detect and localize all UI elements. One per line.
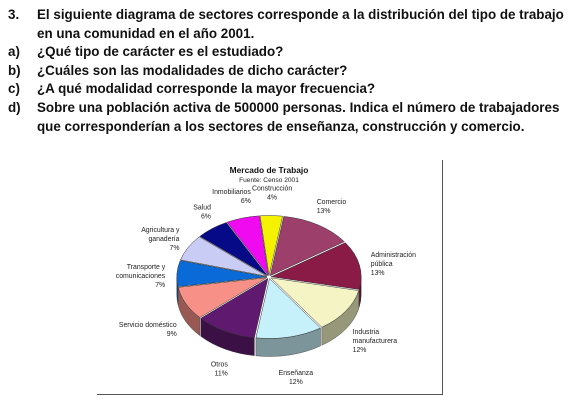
pie-slices — [177, 215, 361, 338]
question-marker: c) — [8, 81, 20, 97]
exercise-number: 3. — [8, 7, 20, 22]
chart-title: Mercado de Trabajo — [229, 165, 309, 175]
pie-slice-label: Industria manufacturera 12% — [352, 328, 398, 354]
pie-chart — [97, 160, 442, 394]
question-marker: b) — [8, 62, 21, 78]
pie-slice-label: Comercio 13% — [316, 198, 347, 215]
question-text: Sobre una población activa de 500000 personas. Indica el número de trabajadores que corresponderían a los sectores de enseñanza, construcción y comercio. — [37, 99, 560, 134]
pie-slice-label: Salud 6% — [193, 204, 211, 221]
pie-slice-label: Servicio doméstico 9% — [118, 322, 177, 339]
exercise-intro-row — [8, 6, 564, 43]
question-c — [8, 80, 564, 99]
pie-slice-label: Transporte y comunicaciones 7% — [115, 263, 166, 289]
pie-slice-label: Construcción 4% — [251, 185, 293, 202]
question-text: ¿A qué modalidad corresponde la mayor frecuencia? — [37, 81, 376, 97]
question-a — [8, 43, 564, 62]
question-d — [8, 99, 564, 136]
pie-slice-label: Administración pública 13% — [370, 252, 416, 278]
question-text: ¿Cuáles son las modalidades de dicho carácter? — [37, 62, 348, 78]
exercise-text — [8, 6, 564, 136]
pie-slice-label: Enseñanza 12% — [278, 370, 314, 387]
pie-chart-figure — [97, 160, 443, 395]
chart-subtitle: Fuente: Censo 2001 — [239, 177, 299, 184]
question-marker: d) — [8, 99, 21, 115]
pie-slice-label: Agricultura y ganadería 7% — [141, 227, 180, 253]
pie-slice-label: Otros 11% — [210, 361, 228, 378]
question-text: ¿Qué tipo de carácter es el estudiado? — [37, 44, 284, 60]
exercise-intro: El siguiente diagrama de sectores corresponde a la distribución del tipo de trabajo en una comunidad en el año 2001. — [37, 7, 564, 41]
question-marker: a) — [8, 44, 20, 60]
question-b — [8, 62, 564, 81]
pie-slice-label: Inmobiliarios 6% — [212, 189, 251, 206]
